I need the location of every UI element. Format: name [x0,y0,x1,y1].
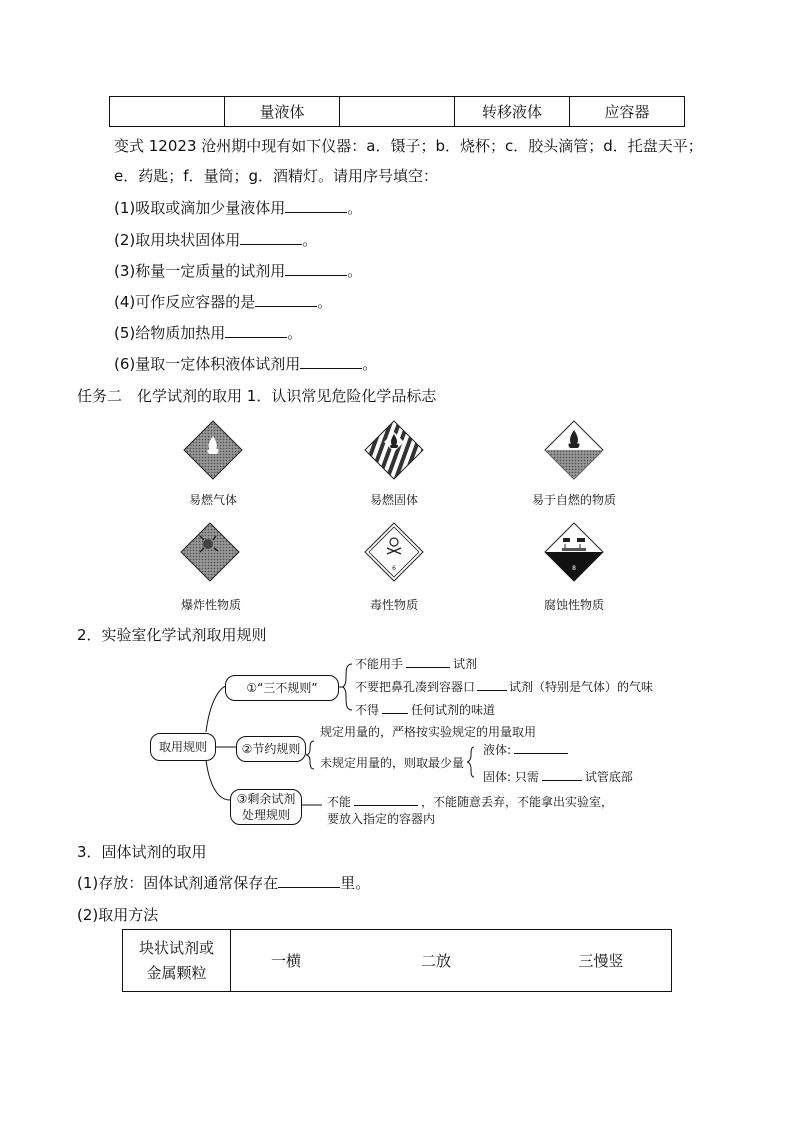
section3-title: 3．固体试剂的取用 [77,843,207,861]
toxic-icon [364,522,424,582]
exercise-intro-line1: 变式 12023 沧州期中现有如下仪器：a．镊子；b．烧杯；c．胶头滴管；d．托盘天平； [114,137,703,155]
spontaneous-combustion-icon [544,420,604,480]
method-title: (2)取用方法 [77,906,159,924]
leaf-text: ，不能随意丢弃，不能拿出实验室， [421,795,614,809]
answer-blank[interactable] [354,794,418,806]
task2-title: 任务二 化学试剂的取用 1．认识常见危险化学品标志 [77,387,437,405]
rule-leaf [327,794,613,810]
question-3 [114,261,362,281]
question-6 [114,354,377,374]
question-4 [114,292,332,312]
question-text: (4)可作反应容器的是 [114,293,256,311]
line-text: 里。 [340,874,371,892]
explosive-icon [180,522,240,582]
table-cell [110,97,225,127]
period: 。 [287,324,303,342]
sign-label: 腐蚀性物质 [543,598,604,612]
leaf-text: 任何试剂的味道 [411,703,496,717]
leaf-text: 不要把鼻孔凑到容器口 [355,680,476,694]
branch-line: ③剩余试剂 [236,792,296,806]
label-line: 金属颗粒 [146,963,207,982]
period: 。 [302,231,318,249]
answer-blank[interactable] [382,702,408,714]
rule-leaf [483,769,633,785]
question-text: (6)量取一定体积液体试剂用 [114,355,301,373]
leaf-text: 试管底部 [584,770,633,784]
leaf-text: 试剂（特别是气体）的气味 [509,680,654,694]
answer-blank[interactable] [225,323,287,338]
mindmap-root: 取用规则 [150,733,216,761]
answer-blank[interactable] [406,656,450,668]
leaf-text: 固体: 只需 [483,770,539,784]
sign-label: 易燃气体 [188,493,237,507]
table-cell [340,97,455,127]
question-text: (3)称量一定质量的试剂用 [114,262,286,280]
period: 。 [362,355,378,373]
step-cell: 二放 [341,930,531,992]
answer-blank[interactable] [255,292,317,307]
sign-label: 易燃固体 [369,493,418,507]
answer-blank[interactable] [542,769,582,781]
sign-label: 爆炸性物质 [180,598,241,612]
rule-leaf [355,679,653,695]
answer-blank[interactable] [278,873,340,888]
instrument-table [109,96,685,127]
answer-blank[interactable] [477,679,507,691]
flammable-gas-icon [183,420,243,480]
rule-leaf: 未规定用量的，则取最少量 [320,756,465,770]
step-cell: 三慢竖 [531,930,672,992]
table-label-cell [123,930,231,992]
question-text: (1)吸取或滴加少量液体用 [114,199,286,217]
corrosive-icon [544,522,604,582]
section2-title: 2．实验室化学试剂取用规则 [77,626,267,644]
sign-label: 易于自燃的物质 [531,493,616,507]
question-1 [114,198,362,218]
rule-leaf: 规定用量的，严格按实验规定的用量取用 [320,725,537,739]
mindmap-branch-leftover [230,789,302,825]
rule-leaf: 要放入指定的容器内 [327,812,436,826]
sign-number: 6 [392,565,396,572]
flammable-solid-icon [364,420,424,480]
answer-blank[interactable] [285,261,347,276]
period: 。 [317,293,333,311]
sign-label: 毒性物质 [369,598,418,612]
answer-blank[interactable] [300,354,362,369]
sign-number: 8 [572,565,576,572]
answer-blank[interactable] [285,198,347,213]
label-line: 块状试剂或 [138,938,214,957]
table-cell: 量液体 [225,97,340,127]
leaf-text: 试剂 [453,657,478,671]
question-5 [114,323,302,343]
answer-blank[interactable] [240,230,302,245]
solid-method-table [122,929,672,992]
leaf-text: 不能用手 [355,657,404,671]
mindmap-branch-economy: ②节约规则 [236,736,306,762]
rule-leaf [355,656,477,672]
rule-leaf [483,742,568,758]
leaf-text: 不得 [355,703,380,717]
storage-line [77,873,370,893]
answer-blank[interactable] [514,742,568,754]
table-cell: 应容器 [570,97,685,127]
question-text: (5)给物质加热用 [114,324,226,342]
step-cell: 一横 [231,930,342,992]
question-text: (2)取用块状固体用 [114,231,241,249]
period: 。 [347,199,363,217]
line-text: (1)存放：固体试剂通常保存在 [77,874,279,892]
question-2 [114,230,317,250]
exercise-intro-line2: e．药匙；f．量筒；g．酒精灯。请用序号填空： [114,167,439,185]
period: 。 [347,262,363,280]
table-cell: 转移液体 [455,97,570,127]
leaf-text: 液体: [483,743,512,757]
rule-leaf [355,702,495,718]
branch-line: 处理规则 [241,808,290,822]
leaf-text: 不能 [327,795,352,809]
mindmap-branch-three-nos: ①“三不规则” [225,675,339,701]
